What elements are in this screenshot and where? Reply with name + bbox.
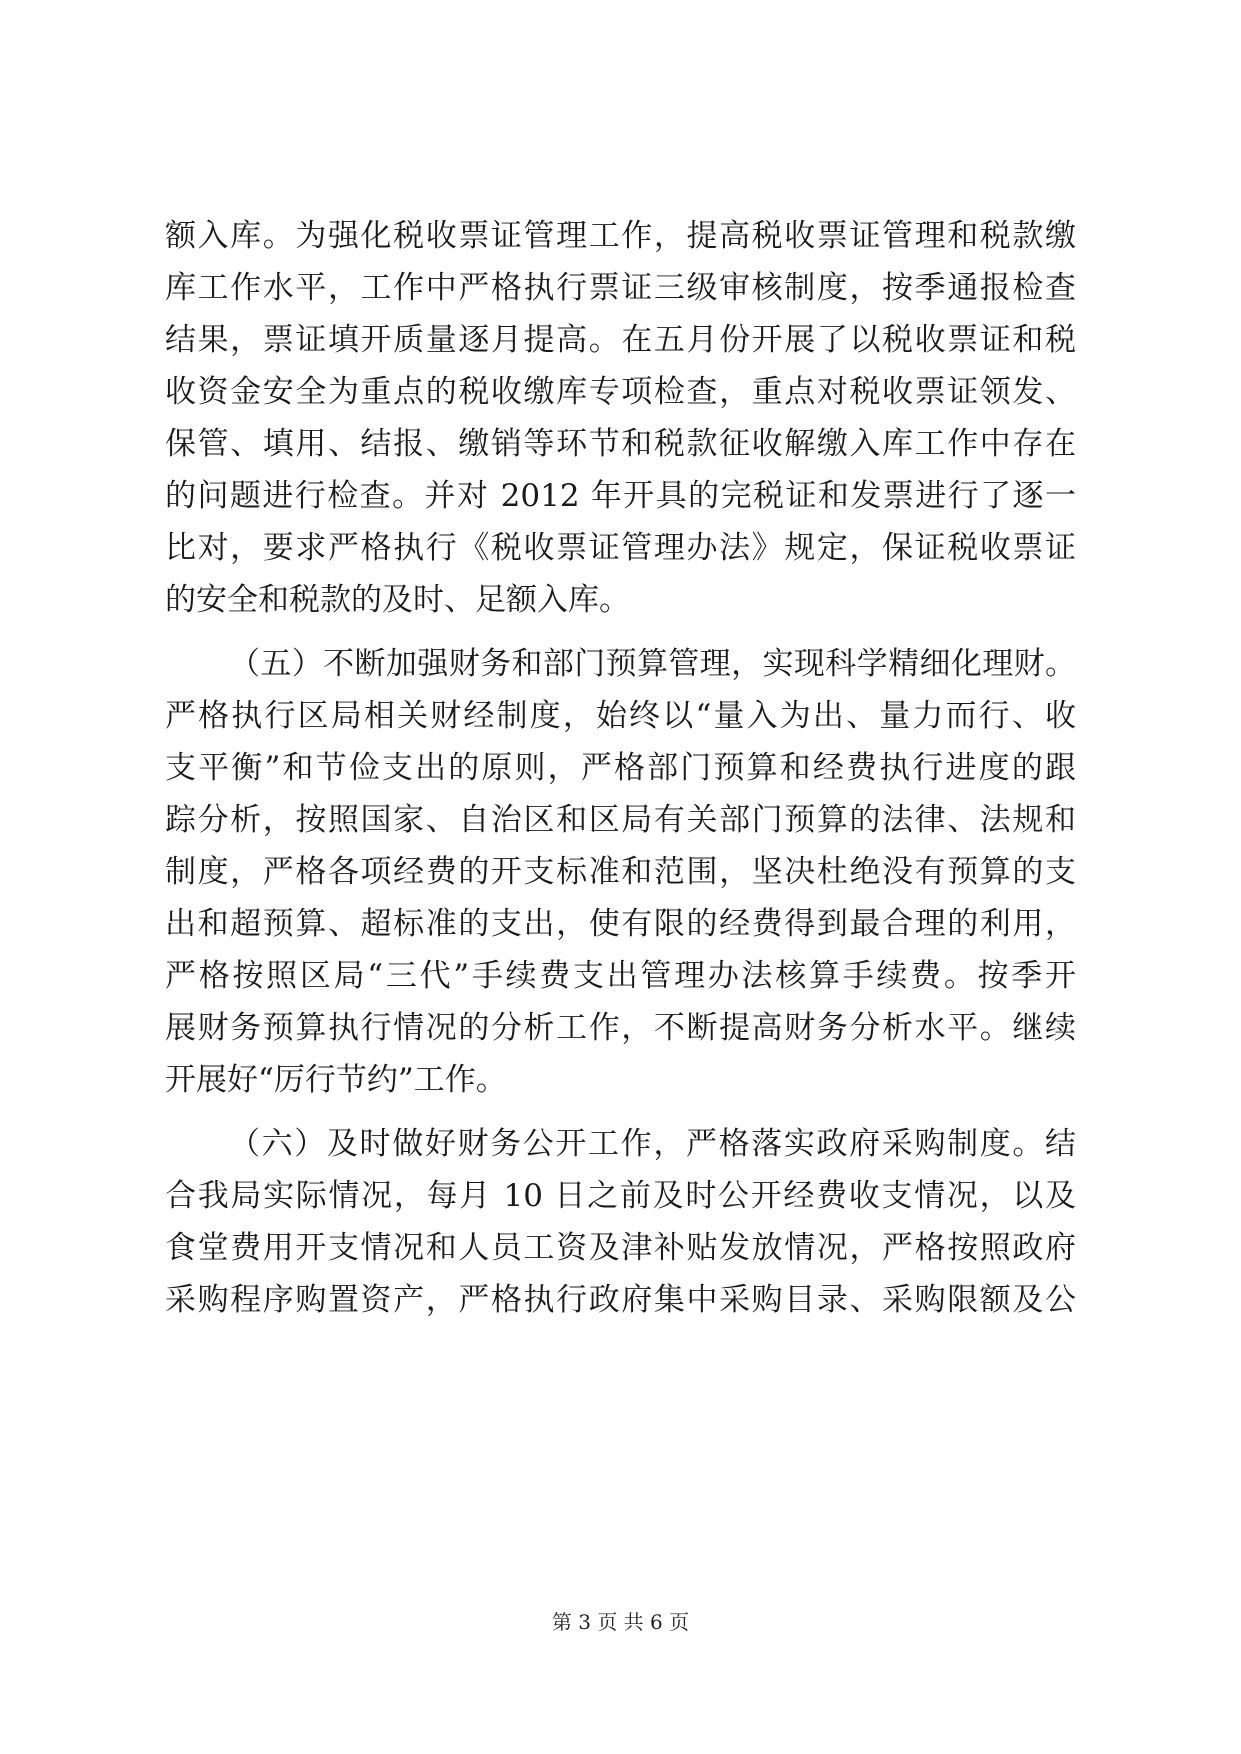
body-text-line: 比对，要求严格执行《税收票证管理办法》规定，保证税收票证 [165, 530, 1076, 566]
body-text-line: 出和超预算、超标准的支出，使有限的经费得到最合理的利用， [165, 906, 1076, 942]
body-text-line: 额入库。为强化税收票证管理工作，提高税收票证管理和税款缴 [165, 218, 1076, 254]
body-text-line: 的安全和税款的及时、足额入库。 [165, 582, 630, 618]
body-text-line: 的问题进行检查。并对 2012 年开具的完税证和发票进行了逐一 [165, 478, 1076, 514]
body-text-line: 踪分析，按照国家、自治区和区局有关部门预算的法律、法规和 [165, 802, 1076, 838]
body-text-line: 展财务预算执行情况的分析工作，不断提高财务分析水平。继续 [165, 1010, 1076, 1046]
body-text-line: 严格执行区局相关财经制度，始终以“量入为出、量力而行、收 [165, 698, 1076, 734]
body-text-line: 收资金安全为重点的税收缴库专项检查，重点对税收票证领发、 [165, 374, 1076, 410]
page-number-footer: 第 3 页 共 6 页 [551, 1610, 690, 1634]
body-text-line: 支平衡”和节俭支出的原则，严格部门预算和经费执行进度的跟 [165, 750, 1076, 786]
body-text-line: 结果，票证填开质量逐月提高。在五月份开展了以税收票证和税 [165, 322, 1076, 358]
body-text-line: 保管、填用、结报、缴销等环节和税款征收解缴入库工作中存在 [165, 426, 1076, 462]
section-heading-line: （五）不断加强财务和部门预算管理，实现科学精细化理财。 [229, 646, 1076, 682]
body-text-line: 采购程序购置资产，严格执行政府集中采购目录、采购限额及公 [165, 1282, 1076, 1318]
body-text-line: 合我局实际情况，每月 10 日之前及时公开经费收支情况，以及 [165, 1178, 1076, 1214]
section-heading-line: （六）及时做好财务公开工作，严格落实政府采购制度。结 [229, 1126, 1076, 1162]
body-text-line: 开展好“厉行节约”工作。 [165, 1062, 507, 1098]
body-text-line: 库工作水平，工作中严格执行票证三级审核制度，按季通报检查 [165, 270, 1076, 306]
body-text-line: 食堂费用开支情况和人员工资及津补贴发放情况，严格按照政府 [165, 1230, 1076, 1266]
body-text-line: 制度，严格各项经费的开支标准和范围，坚决杜绝没有预算的支 [165, 854, 1076, 890]
body-text-line: 严格按照区局“三代”手续费支出管理办法核算手续费。按季开 [165, 958, 1076, 994]
